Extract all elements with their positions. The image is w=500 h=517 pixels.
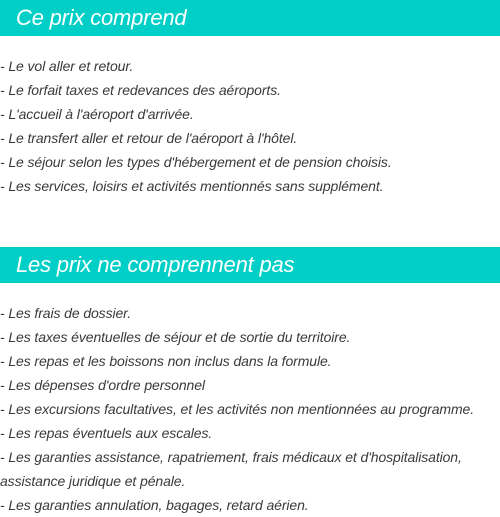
included-item-taxes: - Le forfait taxes et redevances des aéroports. bbox=[0, 82, 281, 98]
included-item-vol: - Le vol aller et retour. bbox=[0, 58, 134, 74]
included-list bbox=[0, 54, 500, 198]
included-item-transfert: - Le transfert aller et retour de l'aéroport à l'hôtel. bbox=[0, 130, 298, 146]
included-item-services: - Les services, loisirs et activités mentionnés sans supplément. bbox=[0, 178, 384, 194]
excluded-item-depenses: - Les dépenses d'ordre personnel bbox=[0, 377, 205, 393]
excluded-section-title: Les prix ne comprennent pas bbox=[0, 247, 500, 283]
excluded-item-frais-dossier: - Les frais de dossier. bbox=[0, 305, 132, 321]
excluded-item-taxes-sejour: - Les taxes éventuelles de séjour et de sortie du territoire. bbox=[0, 329, 351, 345]
excluded-item-garanties-annulation: - Les garanties annulation, bagages, retard aérien. bbox=[0, 497, 309, 513]
excluded-item-excursions: - Les excursions facultatives, et les activités non mentionnées au programme. bbox=[0, 401, 474, 417]
excluded-list bbox=[0, 301, 500, 517]
included-item-accueil: - L'accueil à l'aéroport d'arrivée. bbox=[0, 106, 194, 122]
included-item-sejour: - Le séjour selon les types d'hébergement et de pension choisis. bbox=[0, 154, 392, 170]
included-section-title: Ce prix comprend bbox=[0, 0, 500, 36]
excluded-item-repas-boissons: - Les repas et les boissons non inclus dans la formule. bbox=[0, 353, 332, 369]
excluded-item-garanties-assistance: - Les garanties assistance, rapatriement, frais médicaux et d'hospitalisation, assistance juridique et pénale. bbox=[0, 449, 462, 489]
excluded-item-repas-escales: - Les repas éventuels aux escales. bbox=[0, 425, 213, 441]
